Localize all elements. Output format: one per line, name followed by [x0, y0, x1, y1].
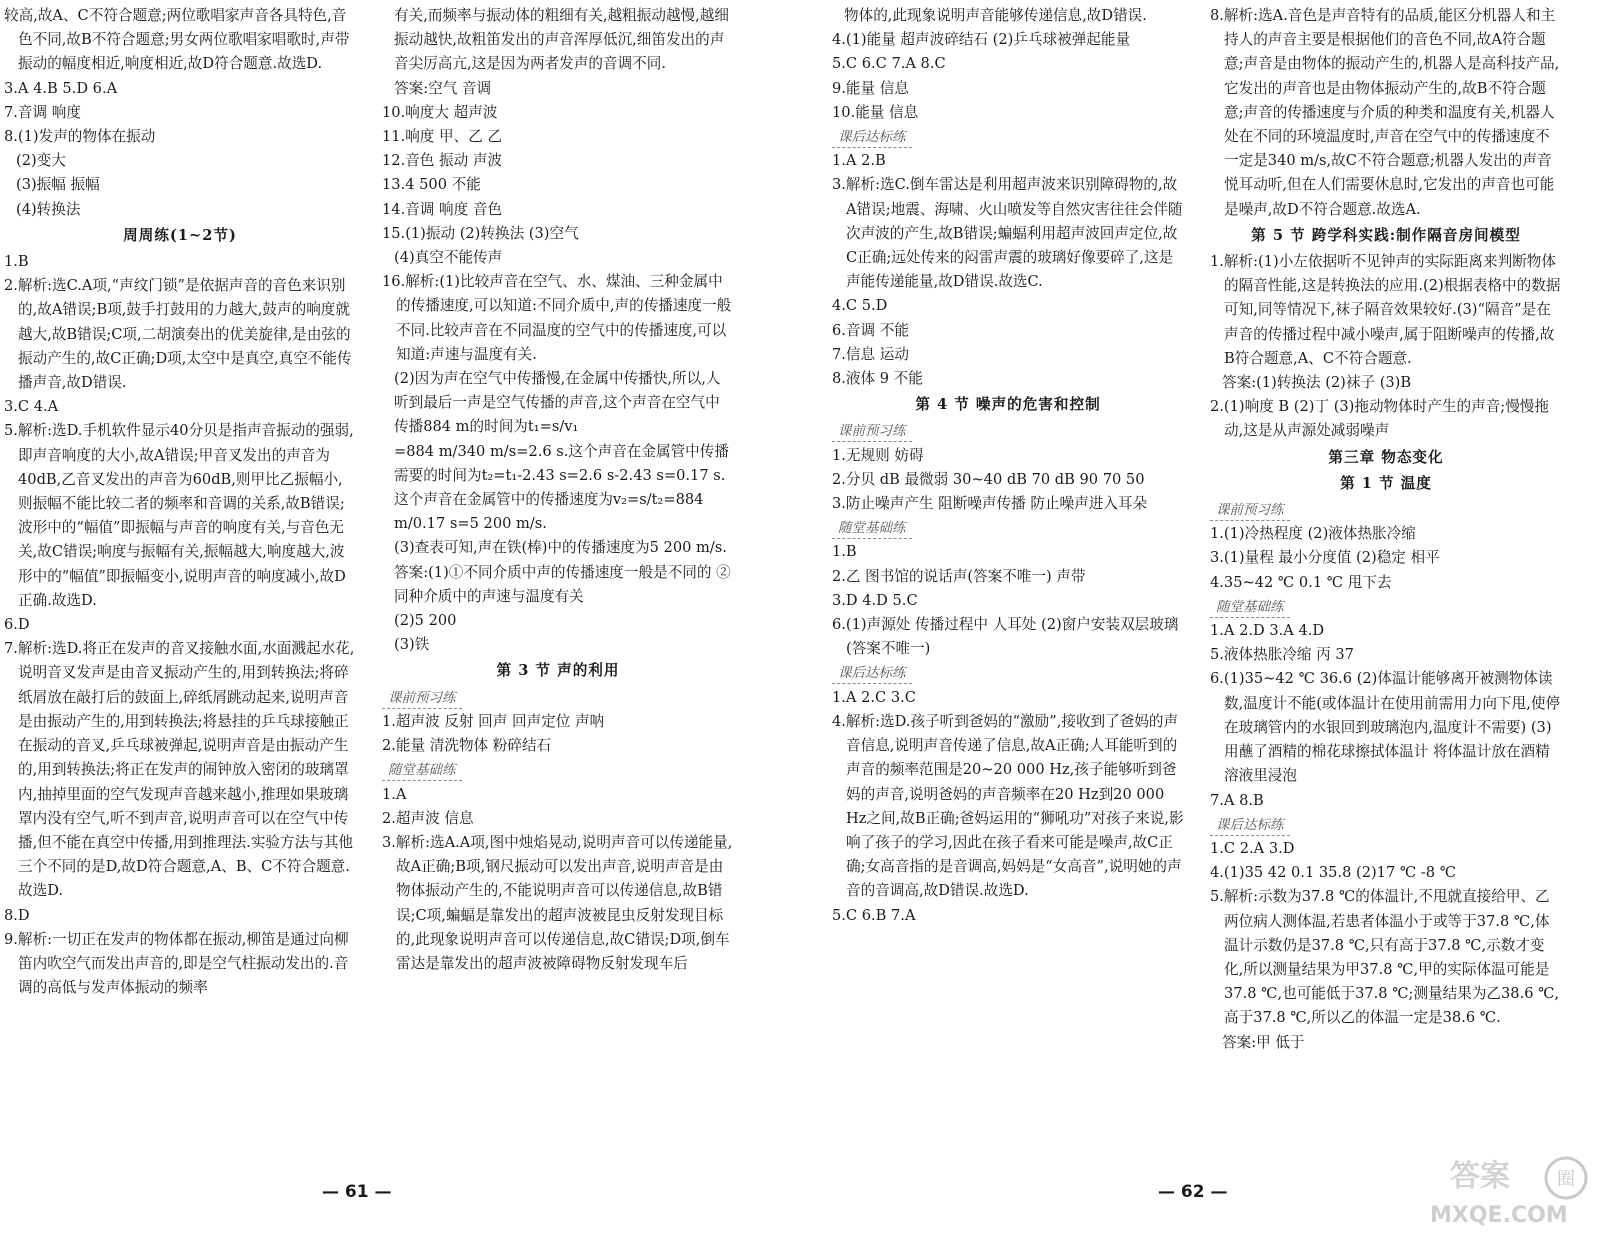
answer-line: (2)5 200 — [394, 612, 457, 630]
answer-line: 6.(1)声源处 传播过程中 人耳处 (2)窗户安装双层玻璃(答案不唯一) — [832, 616, 1179, 658]
answer-line: 11.响度 甲、乙 乙 — [382, 128, 503, 146]
answer-line: 7.音调 响度 — [4, 103, 81, 121]
answer-line: 1.B — [4, 253, 29, 271]
answer-line: 8.解析:选A.音色是声音特有的品质,能区分机器人和主持人的声音主要是根据他们的音色不同,故A符合题意;声音是由物体的振动产生的,机器人是高科技产品,它发出的声音也是由物体振动产生的,故B不符合题意;声音的传播速度与介质的种类和温度有关,机器人处在不同的环境温度时,声音在空气中的传播速度不一定是340 m/s,故C不符合题意;机器人发出的声音悦耳动听,但在人们需要休息时,它发出的声音也可能是噪声,故D不符合题意.故选A. — [1210, 7, 1560, 218]
exercise-band: 随堂基础练 — [832, 518, 912, 539]
exercise-band: 课后达标练 — [832, 663, 912, 684]
answer-line: 答案:(1)转换法 (2)袜子 (3)B — [1222, 374, 1412, 392]
answer-line: 1.C 2.A 3.D — [1210, 839, 1295, 857]
answer-line: 2.乙 图书馆的说话声(答案不唯一) 声带 — [832, 567, 1086, 585]
answer-line: 5.解析:示数为37.8 ℃的体温计,不甩就直接给甲、乙两位病人测体温,若患者体温小于或等于37.8 ℃,体温计示数仍是37.8 ℃,只有高于37.8 ℃,示数才变化,所以测量结果为甲37.8 ℃,甲的实际体温可能是37.8 ℃,也可能低于37.8 ℃;测量结果为乙38.6 ℃,高于37.8 ℃,所以乙的体温一定是38.6 ℃. — [1210, 888, 1560, 1027]
page-number-left: — 61 — — [322, 1182, 392, 1202]
answer-line: 物体的,此现象说明声音能够传递信息,故D错误. — [844, 7, 1147, 24]
answer-line: 1.A 2.B — [832, 152, 886, 170]
answer-line: 1.无规则 妨碍 — [832, 446, 924, 464]
section-title: 第三章 物态变化 — [1328, 448, 1444, 466]
section-title: 第 4 节 噪声的危害和控制 — [915, 396, 1101, 414]
answer-line: 6.D — [4, 616, 30, 634]
answer-line: 较高,故A、C不符合题意;两位歌唱家声音各具特色,音色不同,故B不符合题意;男女两位歌唱家唱歌时,声带振动的幅度相近,响度相近,故D符合题意.故选D. — [4, 7, 350, 73]
answer-line: 答案:空气 音调 — [394, 79, 492, 97]
exercise-band: 随堂基础练 — [1210, 597, 1290, 618]
answer-line: 5.液体热胀冷缩 丙 37 — [1210, 646, 1354, 664]
answer-line: 15.(1)振动 (2)转换法 (3)空气 — [382, 224, 579, 242]
answer-line: 10.响度大 超声波 — [382, 103, 498, 121]
answer-line: 有关,而频率与振动体的粗细有关,越粗振动越慢,越细振动越快,故粗笛发出的声音浑厚低沉,细笛发出的声音尖厉高亢,这是因为两者发声的音调不同. — [394, 7, 729, 73]
answer-line: 3.解析:选A.A项,图中烛焰晃动,说明声音可以传递能量,故A正确;B项,钢尺振动可以发出声音,说明声音是由物体振动产生的,不能说明声音可以传递信息,故B错误;C项,蝙蝠是靠发出的超声波被昆虫反射发现目标的,此现象说明声音可以传递信息,故C错误;D项,倒车雷达是靠发出的超声波被障碍物反射发现车后 — [382, 833, 733, 972]
answer-line: 2.超声波 信息 — [382, 809, 474, 827]
answer-line: 8.液体 9 不能 — [832, 370, 923, 388]
svg-text:圈: 圈 — [1557, 1169, 1575, 1190]
section-title: 周周练(1~2节) — [123, 226, 237, 244]
answer-line: (3)振幅 振幅 — [16, 176, 100, 194]
answer-line: 1.A 2.D 3.A 4.D — [1210, 622, 1325, 640]
answer-line: 3.防止噪声产生 阻断噪声传播 防止噪声进入耳朵 — [832, 495, 1148, 513]
answer-line: 9.能量 信息 — [832, 79, 909, 97]
watermark-logo — [1390, 1150, 1590, 1230]
answer-line: 6.(1)35~42 ℃ 36.6 (2)体温计能够离开被测物体读数,温度计不能(或体温计在使用前需用力向下甩,使停在玻璃管内的水银回到玻璃泡内,温度计不需要) (3)用蘸了酒精的棉花球擦拭体温计 将体温计放在酒精溶液里浸泡 — [1210, 670, 1561, 785]
answer-line: 4.C 5.D — [832, 297, 888, 315]
section-title: 第 3 节 声的利用 — [496, 662, 620, 680]
answer-line: (3)铁 — [394, 636, 430, 654]
column-2 — [382, 4, 734, 976]
answer-line: 5.C 6.B 7.A — [832, 906, 916, 924]
answer-line: =884 m/340 m/s=2.6 s.这个声音在金属管中传播需要的时间为t₂=t₁-2.43 s=2.6 s-2.43 s=0.17 s.这个声音在金属管中的传播速度为v₂=s/t₂=884 m/0.17 s=5 200 m/s. — [394, 442, 729, 533]
answer-line: (2)变大 — [16, 152, 66, 170]
exercise-band: 课前预习练 — [1210, 500, 1290, 521]
exercise-band: 课后达标练 — [832, 127, 912, 148]
answer-line: 7.信息 运动 — [832, 345, 909, 363]
answer-line: 4.解析:选D.孩子听到爸妈的“激励”,接收到了爸妈的声音信息,说明声音传递了信息,故A正确;人耳能听到的声音的频率范围是20~20 000 Hz,孩子能够听到爸妈的声音,说明爸妈的声音频率在20 Hz到20 000 Hz之间,故B正确;爸妈运用的“狮吼功”对孩子来说,影响了孩子的学习,因此在孩子看来可能是噪声,故C正确;女高音指的是音调高,妈妈是“女高音”,说明她的声音的音调高,故D错误.故选D. — [832, 712, 1184, 900]
answer-line: 1.A 2.C 3.C — [832, 688, 916, 706]
exercise-band: 课后达标练 — [1210, 815, 1290, 836]
answer-line: 13.4 500 不能 — [382, 176, 481, 194]
answer-line: (4)转换法 — [16, 200, 81, 218]
answer-line: 7.A 8.B — [1210, 791, 1264, 809]
answer-line: 4.35~42 ℃ 0.1 ℃ 甩下去 — [1210, 573, 1392, 591]
answer-line: 1.B — [832, 543, 857, 561]
answer-line: 7.解析:选D.将正在发声的音叉接触水面,水面溅起水花,说明音叉发声是由音叉振动产生的,用到转换法;将碎纸屑放在敲打后的鼓面上,碎纸屑跳动起来,说明声音是由振动产生的,用到转换法;将悬挂的乒乓球接触正在振动的音叉,乒乓球被弹起,说明声音是由振动产生的,用到转换法;将正在发声的闹钟放入密闭的玻璃罩内,抽掉里面的空气发现声音越来越小,推理如果玻璃罩内没有空气,听不到声音,说明声音可以在空气中传播,但不能在真空中传播,用到推理法.实验方法与其他三个不同的是D,故D符合题意,A、B、C不符合题意.故选D. — [4, 640, 355, 900]
answer-line: 12.音色 振动 声波 — [382, 152, 503, 170]
svg-text:答案: 答案 — [1450, 1159, 1510, 1194]
svg-text:MXQE.COM: MXQE.COM — [1430, 1203, 1568, 1228]
answer-line: 3.(1)量程 最小分度值 (2)稳定 相平 — [1210, 549, 1440, 567]
answer-line: 16.解析:(1)比较声音在空气、水、煤油、三种金属中的传播速度,可以知道:不同介质中,声的传播速度一般不同.比较声音在不同温度的空气中的传播速度,可以知道:声速与温度有关. — [382, 273, 732, 363]
answer-line: 14.音调 响度 音色 — [382, 200, 503, 218]
answer-line: 2.解析:选C.A项,“声纹门锁”是依据声音的音色来识别的,故A错误;B项,鼓手打鼓用的力越大,鼓声的响度就越大,故B错误;C项,二胡演奏出的优美旋律,是由弦的振动产生的,故C正确;D项,太空中是真空,真空不能传播声音,故D错误. — [4, 277, 352, 392]
answer-line: 2.分贝 dB 最微弱 30~40 dB 70 dB 90 70 50 — [832, 470, 1145, 488]
answer-line: 答案:(1)①不同介质中声的传播速度一般是不同的 ②同种介质中的声速与温度有关 — [394, 563, 731, 605]
column-4 — [1210, 4, 1562, 1055]
answer-line: 10.能量 信息 — [832, 103, 919, 121]
answer-line: 1.超声波 反射 回声 回声定位 声呐 — [382, 712, 605, 730]
section-title: 第 5 节 跨学科实践:制作隔音房间模型 — [1251, 226, 1521, 244]
column-3 — [832, 4, 1184, 928]
answer-line: 1.(1)冷热程度 (2)液体热胀冷缩 — [1210, 525, 1416, 543]
answer-line: 3.A 4.B 5.D 6.A — [4, 79, 118, 97]
exercise-band: 课前预习练 — [832, 421, 912, 442]
answer-line: 9.解析:一切正在发声的物体都在振动,柳笛是通过向柳笛内吹空气而发出声音的,即是空气柱振动发出的.音调的高低与发声体振动的频率 — [4, 930, 349, 997]
answer-line: 2.(1)响度 B (2)丁 (3)拖动物体时产生的声音;慢慢拖动,这是从声源处减弱噪声 — [1210, 398, 1549, 440]
exercise-band: 课前预习练 — [382, 688, 462, 709]
answer-line: 5.解析:选D.手机软件显示40分贝是指声音振动的强弱,即声音响度的大小,故A错误;甲音叉发出的声音为40dB,乙音叉发出的声音为60dB,则甲比乙振幅小,则振幅不能比较二者的频率和音调的关系,故B错误;波形中的“幅值”即振幅与声音的响度有关,与音色无关,故C错误;响度与振幅有关,振幅越大,响度越大,波形中的“幅值”即振幅变小,说明声音的响度减小,故D正确.故选D. — [4, 422, 354, 609]
answer-line: 答案:甲 低于 — [1222, 1033, 1305, 1051]
answer-line: 6.音调 不能 — [832, 321, 909, 339]
answer-line: 8.D — [4, 906, 30, 924]
answer-line: 3.解析:选C.倒车雷达是利用超声波来识别障碍物的,故A错误;地震、海啸、火山喷发等自然灾害往往会伴随次声波的产生,故B错误;蝙蝠利用超声波回声定位,故C正确;远处传来的闷雷声震的玻璃好像要碎了,这是声能传递能量,故D错误.故选C. — [832, 176, 1183, 291]
answer-line: 3.D 4.D 5.C — [832, 591, 918, 609]
answer-line: (4)真空不能传声 — [394, 249, 503, 267]
answer-line: 4.(1)能量 超声波碎结石 (2)乒乓球被弹起能量 — [832, 31, 1131, 49]
answer-line: 1.解析:(1)小左依据听不见钟声的实际距离来判断物体的隔音性能,这是转换法的应用.(2)根据表格中的数据可知,同等情况下,袜子隔音效果较好.(3)“隔音”是在声音的传播过程中减小噪声,属于阻断噪声的传播,故B符合题意,A、C不符合题意. — [1210, 253, 1561, 367]
answer-line: 8.(1)发声的物体在振动 — [4, 128, 156, 146]
column-1 — [4, 4, 356, 1000]
answer-line: (3)查表可知,声在铁(棒)中的传播速度为5 200 m/s. — [394, 539, 727, 557]
section-title: 第 1 节 温度 — [1340, 474, 1432, 492]
answer-line: 2.能量 清洗物体 粉碎结石 — [382, 737, 552, 755]
page-number-right: — 62 — — [1158, 1182, 1228, 1202]
answer-line: 1.A — [382, 785, 407, 803]
exercise-band: 随堂基础练 — [382, 760, 462, 781]
answer-line: 3.C 4.A — [4, 398, 59, 416]
answer-line: (2)因为声在空气中传播慢,在金属中传播快,所以,人听到最后一声是空气传播的声音,这个声音在空气中传播884 m的时间为t₁=s/v₁ — [394, 370, 721, 436]
answer-line: 4.(1)35 42 0.1 35.8 (2)17 ℃ -8 ℃ — [1210, 864, 1457, 882]
answer-line: 5.C 6.C 7.A 8.C — [832, 55, 946, 73]
